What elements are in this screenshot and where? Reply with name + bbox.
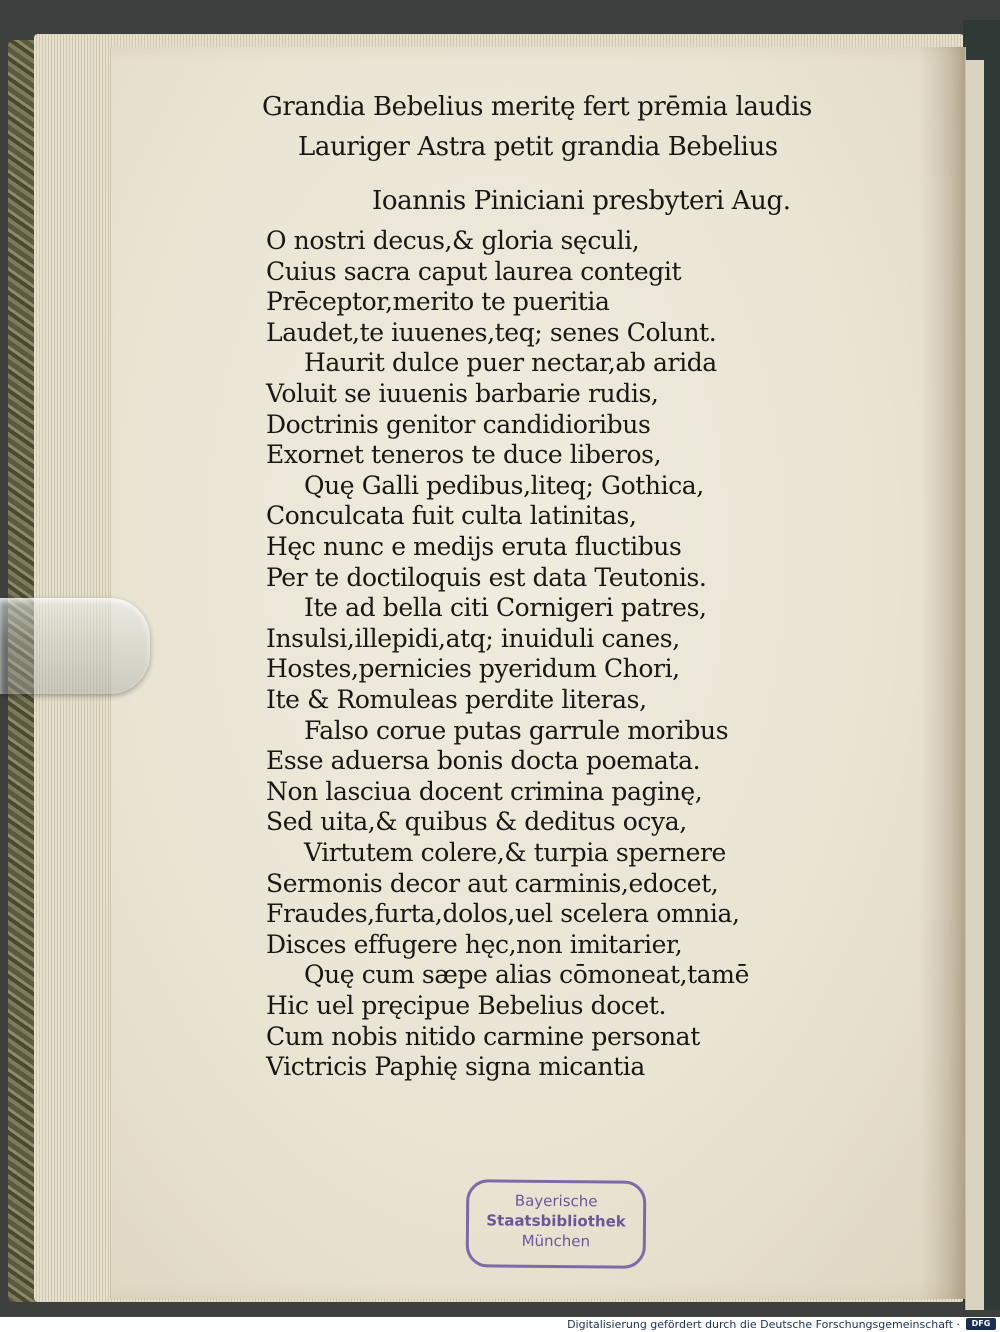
poem-line: Sed uita,& quibus & deditus ocya, [266,807,687,837]
poem-line: Exornet teneros te duce liberos, [266,440,662,470]
poem-line: Ite ad bella citi Cornigeri patres, [304,593,707,623]
stamp-line-2: Staatsbibliothek [486,1211,626,1231]
library-stamp [466,1179,647,1269]
poem-line: Cum nobis nitido carmine personat [266,1021,700,1051]
heading-line-2: Lauriger Astra petit grandia Bebelius [298,132,778,162]
poem-line: Disces effugere hęc,non imitarier, [266,929,683,959]
poem-line: O nostri decus,& gloria sęculi, [266,226,640,255]
dfg-logo: DFG [966,1318,996,1330]
poem-line: Voluit se iuuenis barbarie rudis, [266,379,659,408]
poem-line: Falso corue putas garrule moribus [304,715,729,745]
poem-line: Victricis Paphię signa micantia [266,1052,645,1082]
poem-line: Cuius sacra caput laurea contegit [266,256,682,286]
poem-line: Quę Galli pedibus,liteq; Gothica, [304,470,704,500]
heading-line-1: Grandia Bebelius meritę fert prēmia laudis [262,92,812,122]
digitization-footer [0,1317,1000,1332]
footer-credit: Digitalisierung gefördert durch die Deutsche Forschungsgemeinschaft · [567,1318,960,1331]
poem-line: Virtutem colere,& turpia spernere [304,838,726,867]
stamp-line-3: München [521,1231,591,1251]
poem-line: Doctrinis genitor candidioribus [266,409,651,439]
glass-page-weight [0,598,150,694]
poem-line: Insulsi,illepidi,atq; inuiduli canes, [266,623,680,653]
poem-line: Hęc nunc e medijs eruta fluctibus [266,532,682,561]
poem-line: Ite & Romuleas perdite literas, [266,685,647,714]
poem-line: Fraudes,furta,dolos,uel scelera omnia, [266,899,740,929]
poem-line: Esse aduersa bonis docta poemata. [266,746,701,776]
poem-line: Per te doctiloquis est data Teutonis. [266,562,707,592]
poem-line: Hic uel pręcipue Bebelius docet. [266,991,667,1020]
stamp-line-1: Bayerische [514,1191,598,1211]
poem-line: Haurit dulce puer nectar,ab arida [304,348,717,378]
poem-line: Hostes,pernicies pyeridum Chori, [266,654,680,684]
poem-line: Quę cum sæpe alias cōmoneat,tamē [304,960,750,990]
poem-line: Conculcata fuit culta latinitas, [266,501,637,531]
poem-line: Non lasciua docent crimina paginę, [266,776,703,806]
poem-line: Prēceptor,merito te pueritia [266,287,610,317]
poem-line: Sermonis decor aut carminis,edocet, [266,868,719,898]
attribution-line: Ioannis Piniciani presbyteri Aug. [372,186,791,216]
poem-line: Laudet,te iuuenes,teq; senes Colunt. [266,317,717,347]
